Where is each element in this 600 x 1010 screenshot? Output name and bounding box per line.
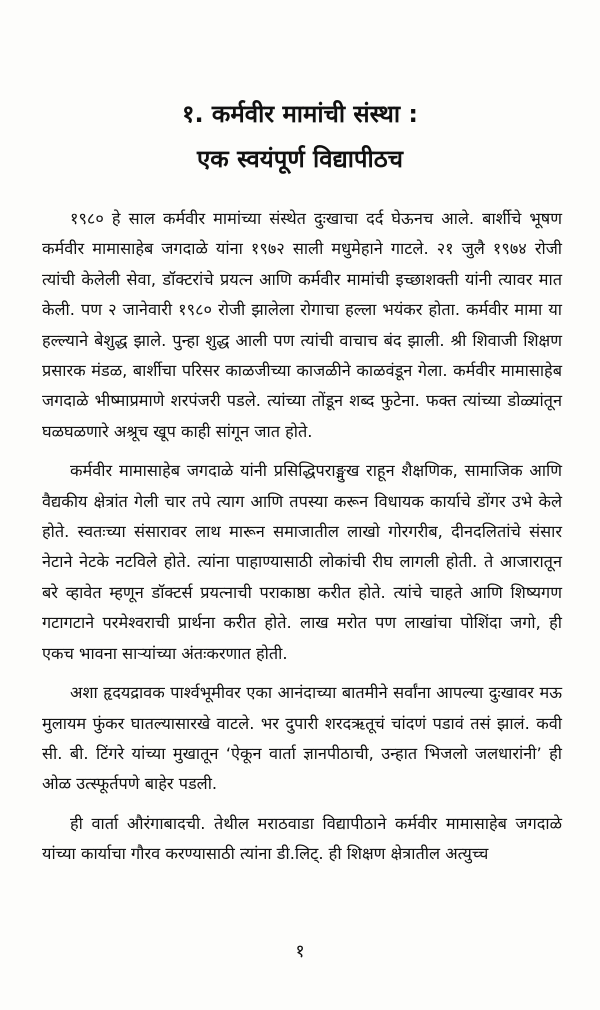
paragraph-3: अशा हृदयद्रावक पार्श्वभूमीवर एका आनंदाच्या बातमीने सर्वांना आपल्या दुःखावर मऊ मुलायम फुंकर घातल्यासारखे वाटले. भर दुपारी शरदऋतूचं चांदणं पडावं तसं झालं. कवी सी. बी. टिंगरे यांच्या मुखातून ‘ऐकून वार्ता ज्ञानपीठाची, उन्हात भिजलो जलधारांनी’ ही ओळ उत्स्फूर्तपणे बाहेर पडली. bbox=[42, 683, 562, 794]
paragraph-1: १९८० हे साल कर्मवीर मामांच्या संस्थेत दुःखाचा दर्द घेऊनच आले. बार्शीचे भूषण कर्मवीर मामासाहेब जगदाळे यांना १९७२ साली मधुमेहाने गाटले. २१ जुलै १९७४ रोजी त्यांची केलेली सेवा, डॉक्टरांचे प्रयत्न आणि कर्मवीर मामांची इच्छाशक्ती यांनी त्यावर मात केली. पण २ जानेवारी १९८० रोजी झालेला रोगाचा हल्ला भयंकर होता. कर्मवीर मामा या हल्ल्याने बेशुद्ध झाले. पुन्हा शुद्ध आली पण त्यांची वाचाच बंद झाली. श्री शिवाजी शिक्षण प्रसारक मंडळ, बार्शीचा परिसर काळजीच्या काजळीने काळवंडून गेला. कर्मवीर मामासाहेब जगदाळे भीष्माप्रमाणे शरपंजरी पडले. त्यांच्या तोंडून शब्द फुटेना. फक्त त्यांच्या डोळ्यांतून घळघळणारे अश्रूच खूप काही सांगून जात होते. bbox=[42, 209, 562, 441]
paragraph-4: ही वार्ता औरंगाबादची. तेथील मराठवाडा विद्यापीठाने कर्मवीर मामासाहेब जगदाळे यांच्या कार्याचा गौरव करण्यासाठी त्यांना डी.लिट्. ही शिक्षण क्षेत्रातील अत्युच्च bbox=[42, 813, 562, 864]
page-number: १ bbox=[295, 941, 305, 962]
chapter-body bbox=[42, 204, 562, 879]
chapter-title-line-1: १. कर्मवीर मामांची संस्था : bbox=[181, 100, 418, 128]
paragraph-2: कर्मवीर मामासाहेब जगदाळे यांनी प्रसिद्धिपराङ्मुख राहून शैक्षणिक, सामाजिक आणि वैद्यकीय क्षेत्रांत गेली चार तपे त्याग आणि तपस्या करून विधायक कार्याचे डोंगर उभे केले होते. स्वतःच्या संसारावर लाथ मारून समाजातील लाखो गोरगरीब, दीनदलितांचे संसार नेटाने नेटके नटविले होते. त्यांना पाहाण्यासाठी लोकांची रीघ लागली होती. ते आजारातून बरे व्हावेत म्हणून डॉक्टर्स प्रयत्नाची पराकाष्ठा करीत होते. त्यांचे चाहते आणि शिष्यगण गटागटाने परमेश्वराची प्रार्थना करीत होते. लाख मरोत पण लाखांचा पोशिंदा जगो, ही एकच भावना साऱ्यांच्या अंतःकरणात होती. bbox=[42, 461, 562, 663]
chapter-title-line-2: एक स्वयंपूर्ण विद्यापीठच bbox=[197, 145, 403, 173]
